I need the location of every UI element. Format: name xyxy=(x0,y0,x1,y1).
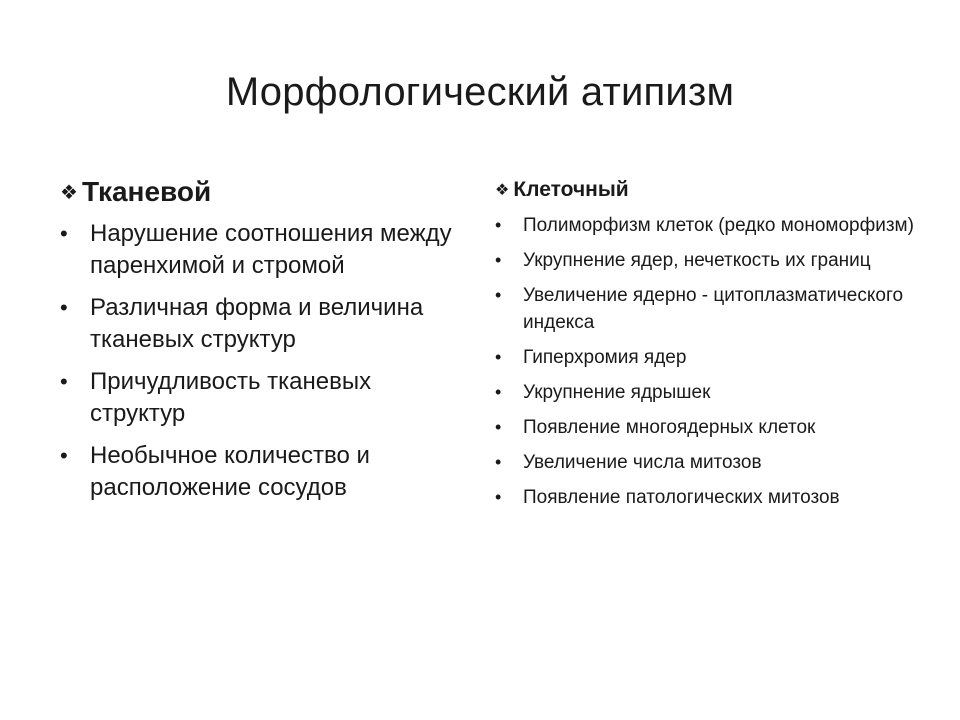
right-column xyxy=(495,176,915,519)
list-item-text: Увеличение ядерно - цитоплазматического индекса xyxy=(523,285,904,333)
list-item-text: Укрупнение ядрышек xyxy=(523,382,711,403)
right-heading xyxy=(495,178,915,202)
bullet-icon: • xyxy=(60,295,68,320)
bullet-icon: • xyxy=(495,215,502,235)
list-item xyxy=(60,218,460,282)
right-heading-label: Клеточный xyxy=(513,178,629,201)
slide-title: Морфологический атипизм xyxy=(225,70,735,114)
bullet-icon: • xyxy=(495,417,502,437)
bullet-icon: • xyxy=(495,487,502,507)
diamond-bullet-icon: ❖ xyxy=(60,181,78,204)
list-item xyxy=(60,292,460,356)
list-item-text: Необычное количество и расположение сосудов xyxy=(90,442,370,501)
list-item-text: Укрупнение ядер, нечеткость их границ xyxy=(523,250,871,271)
bullet-icon: • xyxy=(495,250,502,270)
left-list xyxy=(60,218,460,504)
bullet-icon: • xyxy=(495,382,502,402)
list-item xyxy=(495,212,915,239)
list-item xyxy=(495,379,915,406)
bullet-icon: • xyxy=(495,452,502,472)
list-item-text: Различная форма и величина тканевых структур xyxy=(90,294,424,353)
bullet-icon: • xyxy=(495,285,502,305)
list-item xyxy=(60,440,460,504)
bullet-icon: • xyxy=(60,221,68,246)
list-item xyxy=(60,366,460,430)
list-item xyxy=(495,247,915,274)
left-column xyxy=(60,176,460,514)
bullet-icon: • xyxy=(60,443,68,468)
list-item-text: Появление многоядерных клеток xyxy=(523,417,816,438)
bullet-icon: • xyxy=(495,347,502,367)
list-item xyxy=(495,484,915,511)
list-item-text: Нарушение соотношения между паренхимой и стромой xyxy=(90,220,452,279)
list-item-text: Причудливость тканевых структур xyxy=(90,368,372,427)
list-item-text: Появление патологических митозов xyxy=(523,487,840,508)
left-heading xyxy=(60,176,460,208)
list-item-text: Полиморфизм клеток (редко мономорфизм) xyxy=(523,215,914,236)
left-heading-label: Тканевой xyxy=(81,176,212,207)
list-item xyxy=(495,282,915,336)
list-item xyxy=(495,414,915,441)
list-item-text: Гиперхромия ядер xyxy=(523,347,687,368)
list-item xyxy=(495,344,915,371)
diamond-bullet-icon: ❖ xyxy=(495,182,510,199)
list-item-text: Увеличение числа митозов xyxy=(523,452,762,473)
list-item xyxy=(495,449,915,476)
right-list xyxy=(495,212,915,511)
bullet-icon: • xyxy=(60,369,68,394)
